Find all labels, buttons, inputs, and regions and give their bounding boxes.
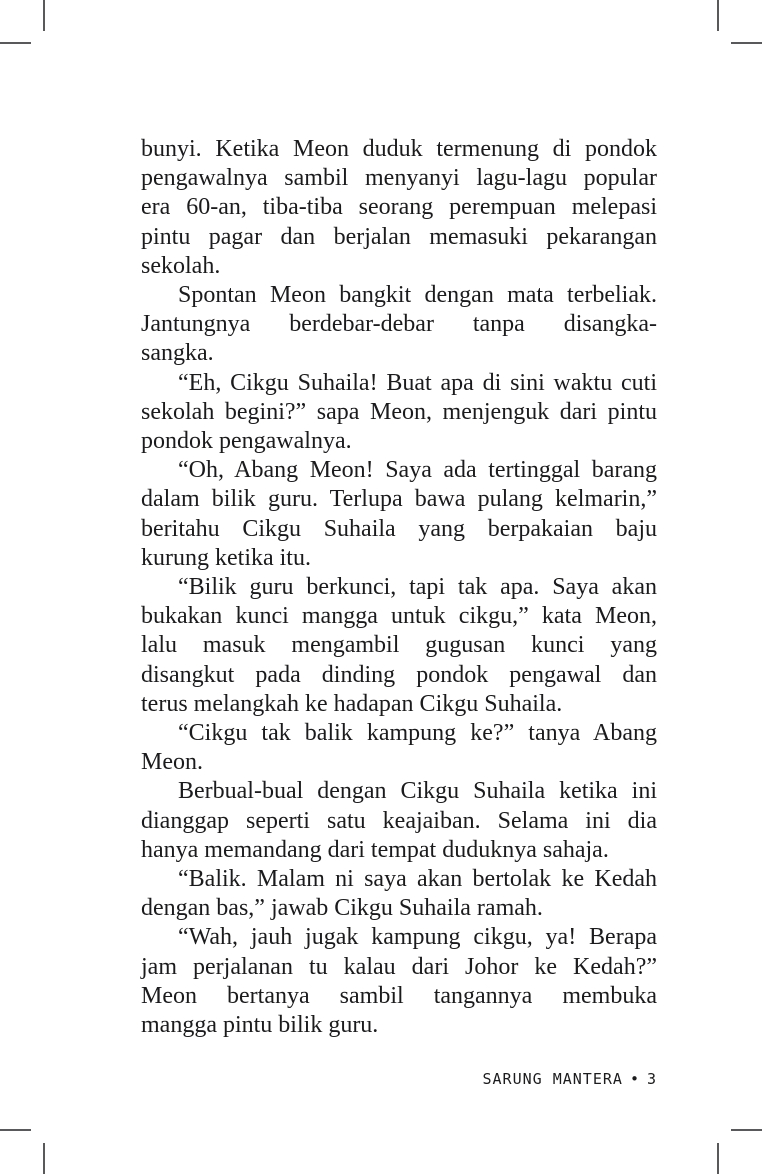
text-line: lalu masuk mengambil gugusan kunci yang [141, 632, 657, 659]
text-line: hanya memandang dari tempat duduknya sahaja. [141, 836, 609, 863]
footer-page-number: 3 [646, 1070, 657, 1088]
text-line: terus melangkah ke hadapan Cikgu Suhaila. [141, 690, 563, 717]
paragraph [141, 135, 657, 281]
text-line: pintu pagar dan berjalan memasuki pekarangan [141, 223, 657, 250]
text-line: disangkut pada dinding pondok pengawal dan [141, 661, 657, 688]
text-line: bukakan kunci mangga untuk cikgu,” kata Meon, [141, 603, 657, 630]
paragraph [141, 923, 657, 1040]
paragraph [141, 369, 657, 457]
text-line: mangga pintu bilik guru. [141, 1012, 379, 1039]
text-line: pondok pengawalnya. [141, 428, 352, 455]
crop-mark-bottom-left-vertical [43, 1143, 45, 1174]
paragraph [141, 719, 657, 777]
text-line: dengan bas,” jawab Cikgu Suhaila ramah. [141, 895, 543, 922]
footer-bullet-separator: • [629, 1070, 640, 1088]
crop-mark-bottom-right-vertical [717, 1143, 719, 1174]
paragraph [141, 573, 657, 719]
body-text [141, 135, 657, 1040]
text-line: dianggap seperti satu keajaiban. Selama ini dia [141, 807, 657, 834]
crop-mark-top-right-horizontal [731, 42, 762, 44]
text-line: “Balik. Malam ni saya akan bertolak ke Kedah [178, 866, 657, 893]
text-line: “Oh, Abang Meon! Saya ada tertinggal barang [178, 457, 657, 484]
text-line: Meon. [141, 749, 203, 776]
text-line: dalam bilik guru. Terlupa bawa pulang kelmarin,” [141, 486, 657, 513]
crop-mark-bottom-left-horizontal [0, 1129, 31, 1131]
paragraph [141, 777, 657, 865]
paragraph [141, 865, 657, 923]
text-line: jam perjalanan tu kalau dari Johor ke Kedah?” [141, 953, 657, 980]
crop-mark-top-left-horizontal [0, 42, 31, 44]
text-line: Jantungnya berdebar-debar tanpa disangka- [141, 311, 657, 338]
footer-book-title: SARUNG MANTERA [482, 1070, 623, 1088]
text-line: sekolah begini?” sapa Meon, menjenguk dari pintu [141, 398, 657, 425]
paragraph [141, 456, 657, 573]
text-line: sangka. [141, 340, 214, 367]
text-line: sekolah. [141, 252, 221, 279]
text-line: era 60-an, tiba-tiba seorang perempuan melepasi [141, 194, 657, 221]
paragraph [141, 281, 657, 369]
text-line: Spontan Meon bangkit dengan mata terbeliak. [178, 282, 657, 309]
text-line: Meon bertanya sambil tangannya membuka [141, 982, 657, 1009]
text-line: “Wah, jauh jugak kampung cikgu, ya! Berapa [178, 924, 657, 951]
text-line: beritahu Cikgu Suhaila yang berpakaian baju [141, 515, 657, 542]
crop-mark-bottom-right-horizontal [731, 1129, 762, 1131]
text-line: kurung ketika itu. [141, 544, 311, 571]
text-line: “Bilik guru berkunci, tapi tak apa. Saya akan [178, 574, 657, 601]
text-line: Berbual-bual dengan Cikgu Suhaila ketika ini [178, 778, 657, 805]
text-line: bunyi. Ketika Meon duduk termenung di pondok [141, 136, 657, 162]
text-line: pengawalnya sambil menyanyi lagu-lagu popular [141, 165, 657, 192]
crop-mark-top-right-vertical [717, 0, 719, 31]
text-line: “Cikgu tak balik kampung ke?” tanya Abang [178, 720, 657, 747]
text-line: “Eh, Cikgu Suhaila! Buat apa di sini waktu cuti [178, 369, 657, 396]
running-footer [141, 1070, 657, 1088]
crop-mark-top-left-vertical [43, 0, 45, 31]
